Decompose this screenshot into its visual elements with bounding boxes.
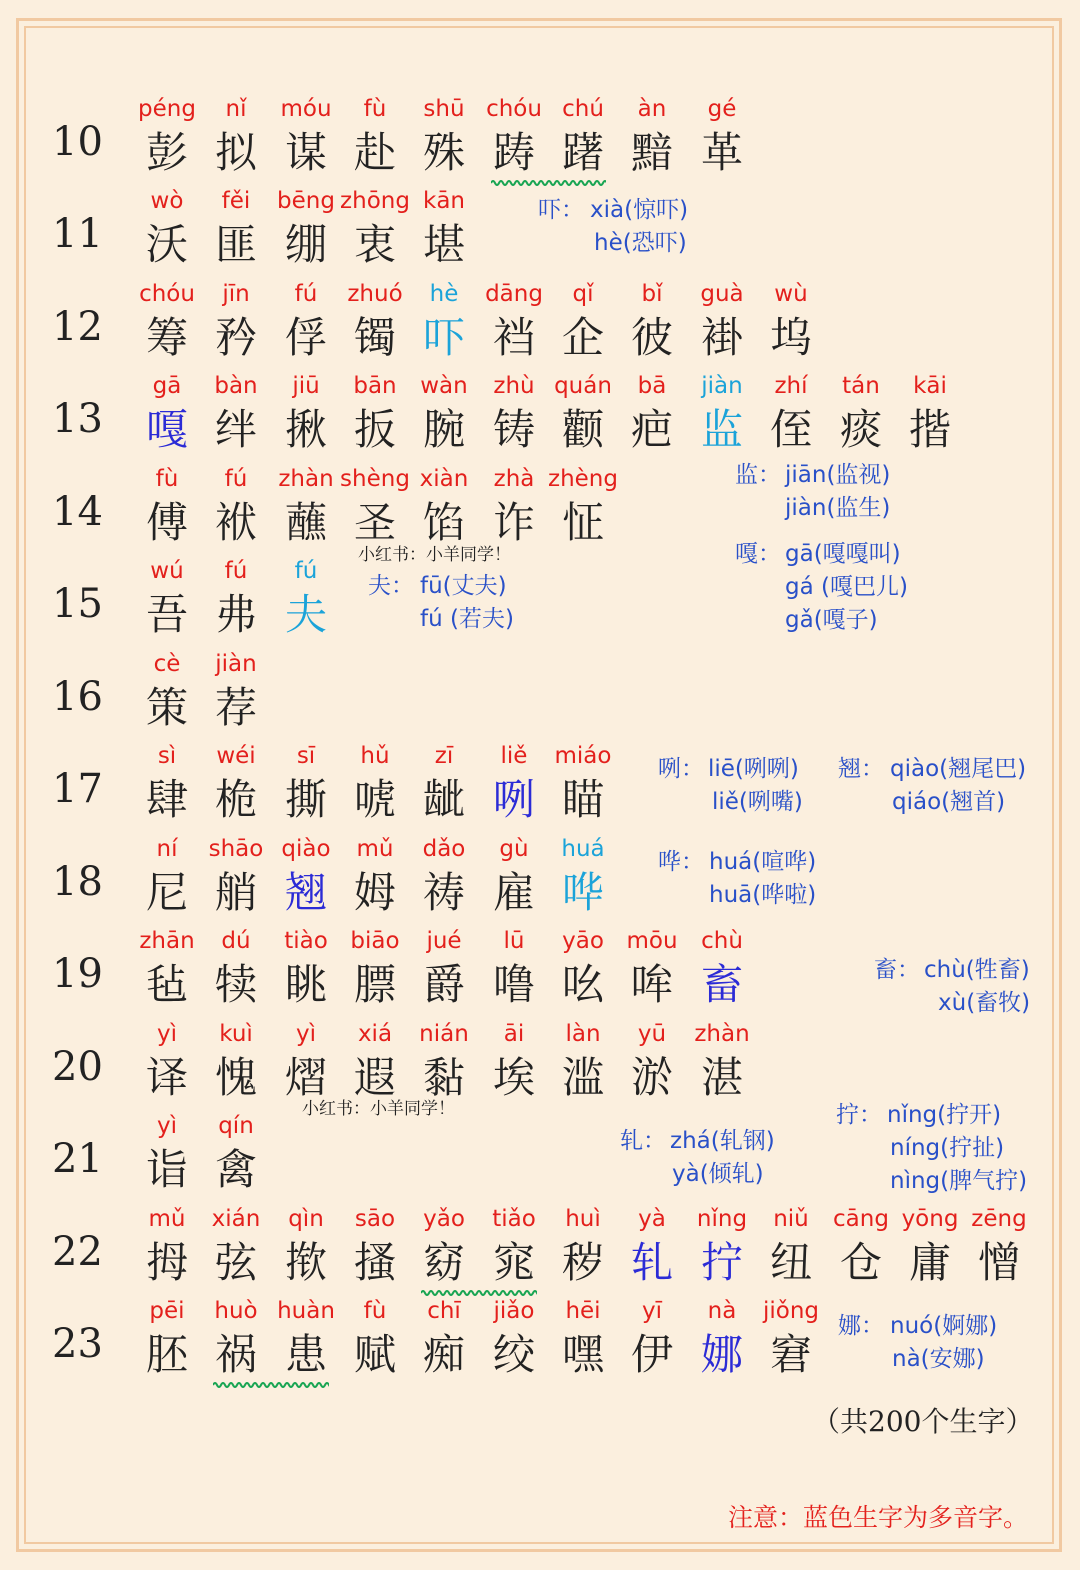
pinyin: āi bbox=[503, 1021, 525, 1047]
pinyin: hè bbox=[429, 281, 459, 307]
hanzi: 扳 bbox=[353, 405, 396, 454]
pinyin: jiàn bbox=[215, 651, 257, 677]
pinyin: sāo bbox=[354, 1206, 396, 1232]
pinyin: zī bbox=[434, 743, 454, 769]
char-cell bbox=[548, 832, 618, 920]
hanzi: 荐 bbox=[214, 683, 257, 732]
hanzi: 伊 bbox=[630, 1330, 673, 1379]
pinyin: huá bbox=[561, 836, 605, 862]
hanzi: 彭 bbox=[145, 128, 188, 177]
pinyin: dāng bbox=[485, 281, 543, 307]
hanzi: 禽 bbox=[214, 1145, 257, 1194]
char-cell bbox=[201, 647, 271, 735]
note-key: 拧： bbox=[836, 1102, 882, 1128]
note-key: 哗： bbox=[658, 849, 704, 875]
row-number: 13 bbox=[52, 396, 103, 442]
pinyin: zhōng bbox=[340, 188, 410, 214]
pinyin: péng bbox=[138, 96, 196, 122]
pinyin: nián bbox=[419, 1021, 469, 1047]
row-number: 17 bbox=[52, 766, 103, 812]
hanzi: 黏 bbox=[422, 1053, 465, 1102]
hanzi: 腕 bbox=[422, 405, 465, 454]
pinyin: cè bbox=[153, 651, 181, 677]
row-number: 10 bbox=[52, 119, 103, 165]
char-cell bbox=[756, 1294, 826, 1382]
pinyin: jīn bbox=[222, 281, 250, 307]
hanzi: 筹 bbox=[145, 313, 188, 362]
pinyin: qín bbox=[218, 1113, 254, 1139]
hanzi: 傅 bbox=[145, 498, 188, 547]
hanzi: 企 bbox=[561, 313, 604, 362]
hanzi: 弗 bbox=[214, 590, 257, 639]
hanzi: 桅 bbox=[214, 775, 257, 824]
pinyin: huò bbox=[214, 1298, 258, 1324]
hanzi: 娜 bbox=[700, 1330, 743, 1379]
hanzi: 犊 bbox=[214, 960, 257, 1009]
pinyin: yǎo bbox=[423, 1206, 465, 1232]
note-line: fū(丈夫) bbox=[420, 573, 507, 599]
hanzi: 拟 bbox=[214, 128, 257, 177]
pinyin: mǔ bbox=[356, 836, 394, 862]
pinyin: chóu bbox=[139, 281, 195, 307]
hanzi: 憎 bbox=[977, 1238, 1020, 1287]
pinyin: fù bbox=[155, 466, 179, 492]
hanzi: 噜 bbox=[492, 960, 535, 1009]
pinyin: niǔ bbox=[773, 1206, 809, 1232]
hanzi: 怔 bbox=[561, 498, 604, 547]
pinyin: yì bbox=[156, 1021, 177, 1047]
note-line: yà(倾轧) bbox=[672, 1161, 764, 1187]
hanzi: 龇 bbox=[422, 775, 465, 824]
hanzi: 遐 bbox=[353, 1053, 396, 1102]
wavy-underline bbox=[421, 1288, 537, 1298]
pinyin: gù bbox=[499, 836, 529, 862]
hanzi: 唬 bbox=[353, 775, 396, 824]
pinyin: tiǎo bbox=[492, 1206, 536, 1232]
hanzi: 窘 bbox=[769, 1330, 812, 1379]
char-cell bbox=[548, 739, 618, 827]
hanzi: 爵 bbox=[422, 960, 465, 1009]
footer-note: 注意：蓝色生字为多音字。 bbox=[728, 1503, 1029, 1532]
pinyin: fù bbox=[363, 1298, 387, 1324]
pinyin: wò bbox=[150, 188, 184, 214]
note-line: gā(嘎嘎叫) bbox=[785, 541, 901, 567]
note-line: qiào(翘尾巴) bbox=[890, 756, 1027, 782]
hanzi: 愧 bbox=[214, 1053, 257, 1102]
note-line: nà(安娜) bbox=[892, 1346, 985, 1372]
pinyin: mōu bbox=[626, 928, 678, 954]
pinyin: zēng bbox=[971, 1206, 1027, 1232]
note-key: 娜： bbox=[838, 1313, 884, 1339]
pinyin: mǔ bbox=[148, 1206, 186, 1232]
pinyin: sì bbox=[157, 743, 177, 769]
hanzi: 瞄 bbox=[561, 775, 604, 824]
pinyin: zhí bbox=[774, 373, 808, 399]
pinyin: qǐ bbox=[572, 281, 594, 307]
hanzi: 绞 bbox=[492, 1330, 535, 1379]
hanzi: 镯 bbox=[353, 313, 396, 362]
hanzi: 躇 bbox=[561, 128, 604, 177]
char-cell bbox=[895, 369, 965, 457]
hanzi: 弦 bbox=[214, 1238, 257, 1287]
row-10 bbox=[0, 92, 1080, 184]
hanzi: 痴 bbox=[422, 1330, 465, 1379]
pinyin: wàn bbox=[420, 373, 468, 399]
hanzi: 翘 bbox=[284, 868, 327, 917]
pinyin: làn bbox=[565, 1021, 601, 1047]
pinyin: bàn bbox=[214, 373, 258, 399]
hanzi: 湛 bbox=[700, 1053, 743, 1102]
pinyin: qìn bbox=[288, 1206, 324, 1232]
note-key: 翘： bbox=[838, 756, 884, 782]
watermark-text: 小红书：小羊同学！ bbox=[302, 1099, 455, 1119]
pinyin: cāng bbox=[833, 1206, 889, 1232]
note-key: 夫： bbox=[368, 573, 414, 599]
pinyin: kāi bbox=[913, 373, 947, 399]
pinyin: zhèng bbox=[548, 466, 618, 492]
hanzi: 侄 bbox=[769, 405, 812, 454]
note-line: liě(咧嘴) bbox=[712, 789, 803, 815]
note-line: xù(畜牧) bbox=[938, 990, 1031, 1016]
note-line: qiáo(翘首) bbox=[892, 789, 1006, 815]
hanzi: 堪 bbox=[422, 220, 465, 269]
hanzi: 赴 bbox=[353, 128, 396, 177]
row-12 bbox=[0, 277, 1080, 369]
pinyin: huàn bbox=[277, 1298, 335, 1324]
pinyin: miáo bbox=[554, 743, 612, 769]
pinyin: ní bbox=[156, 836, 178, 862]
hanzi: 肆 bbox=[145, 775, 188, 824]
hanzi: 艄 bbox=[214, 868, 257, 917]
pinyin: tiào bbox=[284, 928, 328, 954]
hanzi: 赋 bbox=[353, 1330, 396, 1379]
hanzi: 揿 bbox=[284, 1238, 327, 1287]
pinyin: sī bbox=[296, 743, 316, 769]
hanzi: 褂 bbox=[700, 313, 743, 362]
pinyin: àn bbox=[637, 96, 667, 122]
hanzi: 颧 bbox=[561, 405, 604, 454]
pinyin: jiǎo bbox=[493, 1298, 535, 1324]
hanzi: 绷 bbox=[284, 220, 327, 269]
pinyin: hēi bbox=[565, 1298, 601, 1324]
char-cell bbox=[271, 554, 341, 642]
total-count: （共200个生字） bbox=[812, 1405, 1034, 1438]
row-number: 14 bbox=[52, 489, 103, 535]
pinyin: wù bbox=[774, 281, 808, 307]
pinyin: xiá bbox=[357, 1021, 393, 1047]
pinyin: chóu bbox=[486, 96, 542, 122]
pinyin: nǐ bbox=[225, 96, 247, 122]
hanzi: 哗 bbox=[561, 868, 604, 917]
pinyin: zhàn bbox=[694, 1021, 750, 1047]
row-number: 11 bbox=[52, 211, 103, 257]
hanzi: 馅 bbox=[422, 498, 465, 547]
row-number: 15 bbox=[52, 581, 103, 627]
hanzi: 姆 bbox=[353, 868, 396, 917]
row-number: 18 bbox=[52, 859, 103, 905]
hanzi: 揪 bbox=[284, 405, 327, 454]
pinyin: fěi bbox=[221, 188, 251, 214]
hanzi: 埃 bbox=[492, 1053, 535, 1102]
row-14 bbox=[0, 462, 1080, 554]
hanzi: 纽 bbox=[769, 1238, 812, 1287]
hanzi: 吾 bbox=[145, 590, 188, 639]
char-cell bbox=[687, 924, 757, 1012]
pinyin: yì bbox=[295, 1021, 316, 1047]
hanzi: 搔 bbox=[353, 1238, 396, 1287]
pinyin: shū bbox=[423, 96, 465, 122]
hanzi: 蘸 bbox=[284, 498, 327, 547]
pinyin: yōng bbox=[901, 1206, 959, 1232]
char-cell bbox=[548, 462, 618, 550]
hanzi: 痰 bbox=[839, 405, 882, 454]
pinyin: jiàn bbox=[701, 373, 743, 399]
pinyin: bēng bbox=[277, 188, 335, 214]
char-cell bbox=[687, 92, 757, 180]
pinyin: fú bbox=[294, 558, 318, 584]
hanzi: 矜 bbox=[214, 313, 257, 362]
hanzi: 祸 bbox=[214, 1330, 257, 1379]
pinyin: zhàn bbox=[278, 466, 334, 492]
note-key: 轧： bbox=[620, 1128, 666, 1154]
char-cell bbox=[201, 1109, 271, 1197]
pinyin: chú bbox=[562, 96, 604, 122]
hanzi: 秽 bbox=[561, 1238, 604, 1287]
pinyin: liě bbox=[500, 743, 528, 769]
hanzi: 胚 bbox=[145, 1330, 188, 1379]
char-cell bbox=[964, 1202, 1034, 1290]
pinyin: móu bbox=[280, 96, 332, 122]
hanzi: 坞 bbox=[769, 313, 812, 362]
hanzi: 沃 bbox=[145, 220, 188, 269]
hanzi: 嘎 bbox=[145, 405, 188, 454]
row-number: 22 bbox=[52, 1229, 103, 1275]
note-line: nìng(脾气拧) bbox=[890, 1168, 1028, 1194]
hanzi: 毡 bbox=[145, 960, 188, 1009]
hanzi: 拇 bbox=[145, 1238, 188, 1287]
hanzi: 患 bbox=[284, 1330, 327, 1379]
hanzi: 殊 bbox=[422, 128, 465, 177]
hanzi: 踌 bbox=[492, 128, 535, 177]
char-cell bbox=[756, 277, 826, 365]
pinyin: hǔ bbox=[360, 743, 390, 769]
note-key: 畜： bbox=[874, 957, 920, 983]
wavy-underline bbox=[491, 178, 606, 188]
pinyin: nà bbox=[707, 1298, 737, 1324]
note-key: 咧： bbox=[658, 756, 704, 782]
pinyin: bā bbox=[637, 373, 667, 399]
pinyin: gā bbox=[152, 373, 182, 399]
pinyin: chī bbox=[427, 1298, 461, 1324]
pinyin: shèng bbox=[340, 466, 410, 492]
hanzi: 匪 bbox=[214, 220, 257, 269]
pinyin: jiǒng bbox=[762, 1298, 820, 1324]
pinyin: bǐ bbox=[641, 281, 663, 307]
note-line: nǐng(拧开) bbox=[887, 1102, 1002, 1128]
hanzi: 黯 bbox=[630, 128, 673, 177]
hanzi: 庸 bbox=[908, 1238, 951, 1287]
pinyin: chù bbox=[701, 928, 743, 954]
pinyin: zhù bbox=[493, 373, 535, 399]
note-line: gǎ(嘎子) bbox=[785, 607, 878, 633]
row-18 bbox=[0, 832, 1080, 924]
pinyin: yà bbox=[638, 1206, 666, 1232]
pinyin: tán bbox=[842, 373, 880, 399]
hanzi: 窕 bbox=[492, 1238, 535, 1287]
pinyin: yì bbox=[156, 1113, 177, 1139]
note-key: 监： bbox=[735, 462, 781, 488]
note-line: xià(惊吓) bbox=[590, 197, 689, 223]
row-number: 21 bbox=[52, 1136, 103, 1182]
hanzi: 滥 bbox=[561, 1053, 604, 1102]
hanzi: 嘿 bbox=[561, 1330, 604, 1379]
hanzi: 策 bbox=[145, 683, 188, 732]
hanzi: 仓 bbox=[839, 1238, 882, 1287]
pinyin: yāo bbox=[562, 928, 604, 954]
pinyin: guà bbox=[700, 281, 744, 307]
char-cell bbox=[409, 184, 479, 272]
hanzi: 撕 bbox=[284, 775, 327, 824]
note-key: 吓： bbox=[538, 197, 584, 223]
hanzi: 拧 bbox=[700, 1238, 743, 1287]
hanzi: 熠 bbox=[284, 1053, 327, 1102]
row-13 bbox=[0, 369, 1080, 461]
note-line: huā(哗啦) bbox=[709, 882, 817, 908]
hanzi: 眺 bbox=[284, 960, 327, 1009]
pinyin: wéi bbox=[216, 743, 256, 769]
pinyin: fú bbox=[224, 558, 248, 584]
pinyin: zhà bbox=[493, 466, 535, 492]
pinyin: shāo bbox=[208, 836, 264, 862]
hanzi: 雇 bbox=[492, 868, 535, 917]
pinyin: fú bbox=[294, 281, 318, 307]
note-line: níng(拧扯) bbox=[890, 1135, 1005, 1161]
pinyin: yī bbox=[641, 1298, 662, 1324]
note-line: zhá(轧钢) bbox=[670, 1128, 775, 1154]
hanzi: 革 bbox=[700, 128, 743, 177]
hanzi: 疤 bbox=[630, 405, 673, 454]
hanzi: 袱 bbox=[214, 498, 257, 547]
hanzi: 夫 bbox=[284, 590, 327, 639]
wavy-underline bbox=[213, 1380, 329, 1390]
hanzi: 诈 bbox=[492, 498, 535, 547]
pinyin: quán bbox=[554, 373, 612, 399]
watermark-text: 小红书：小羊同学！ bbox=[358, 545, 511, 565]
hanzi: 吓 bbox=[422, 313, 465, 362]
pinyin: lū bbox=[503, 928, 525, 954]
note-line: jiān(监视) bbox=[785, 462, 891, 488]
pinyin: huì bbox=[565, 1206, 601, 1232]
hanzi: 诣 bbox=[145, 1145, 188, 1194]
pinyin: fú bbox=[224, 466, 248, 492]
pinyin: wú bbox=[150, 558, 184, 584]
hanzi: 窈 bbox=[422, 1238, 465, 1287]
hanzi: 俘 bbox=[284, 313, 327, 362]
row-22 bbox=[0, 1202, 1080, 1294]
pinyin: qiào bbox=[281, 836, 331, 862]
pinyin: fù bbox=[363, 96, 387, 122]
hanzi: 裆 bbox=[492, 313, 535, 362]
hanzi: 彼 bbox=[630, 313, 673, 362]
pinyin: nǐng bbox=[696, 1206, 748, 1232]
hanzi: 淤 bbox=[630, 1053, 673, 1102]
pinyin: gé bbox=[707, 96, 737, 122]
pinyin: zhān bbox=[139, 928, 195, 954]
hanzi: 尼 bbox=[145, 868, 188, 917]
hanzi: 畜 bbox=[700, 960, 743, 1009]
pinyin: kuì bbox=[219, 1021, 253, 1047]
hanzi: 膘 bbox=[353, 960, 396, 1009]
row-number: 12 bbox=[52, 304, 103, 350]
hanzi: 监 bbox=[700, 405, 743, 454]
row-number: 16 bbox=[52, 674, 103, 720]
hanzi: 咧 bbox=[492, 775, 535, 824]
row-number: 23 bbox=[52, 1321, 103, 1367]
pinyin: pēi bbox=[149, 1298, 185, 1324]
pinyin: kān bbox=[423, 188, 465, 214]
hanzi: 轧 bbox=[630, 1238, 673, 1287]
pinyin: jiū bbox=[292, 373, 320, 399]
note-line: chù(牲畜) bbox=[924, 957, 1030, 983]
note-line: huá(喧哗) bbox=[709, 849, 817, 875]
row-number: 20 bbox=[52, 1044, 103, 1090]
note-line: fú (若夫) bbox=[420, 606, 514, 632]
pinyin: xiàn bbox=[419, 466, 469, 492]
hanzi: 谋 bbox=[284, 128, 327, 177]
hanzi: 衷 bbox=[353, 220, 396, 269]
note-key: 嘎： bbox=[735, 541, 781, 567]
hanzi: 铸 bbox=[492, 405, 535, 454]
pinyin: xián bbox=[211, 1206, 261, 1232]
hanzi: 译 bbox=[145, 1053, 188, 1102]
note-line: gá (嘎巴儿) bbox=[785, 574, 908, 600]
note-line: jiàn(监生) bbox=[785, 495, 891, 521]
note-line: nuó(婀娜) bbox=[890, 1313, 998, 1339]
pinyin: dú bbox=[221, 928, 251, 954]
row-number: 19 bbox=[52, 951, 103, 997]
hanzi: 揩 bbox=[908, 405, 951, 454]
hanzi: 祷 bbox=[422, 868, 465, 917]
hanzi: 绊 bbox=[214, 405, 257, 454]
pinyin: zhuó bbox=[347, 281, 403, 307]
pinyin: jué bbox=[426, 928, 462, 954]
pinyin: yū bbox=[637, 1021, 667, 1047]
row-20 bbox=[0, 1017, 1080, 1109]
hanzi: 哞 bbox=[630, 960, 673, 1009]
hanzi: 吆 bbox=[561, 960, 604, 1009]
row-15 bbox=[0, 554, 1080, 646]
row-16 bbox=[0, 647, 1080, 739]
pinyin: bān bbox=[353, 373, 397, 399]
note-line: liē(咧咧) bbox=[708, 756, 799, 782]
char-cell bbox=[687, 1017, 757, 1105]
pinyin: biāo bbox=[350, 928, 400, 954]
note-line: hè(恐吓) bbox=[594, 230, 687, 256]
pinyin: dǎo bbox=[422, 836, 466, 862]
hanzi: 圣 bbox=[353, 498, 396, 547]
